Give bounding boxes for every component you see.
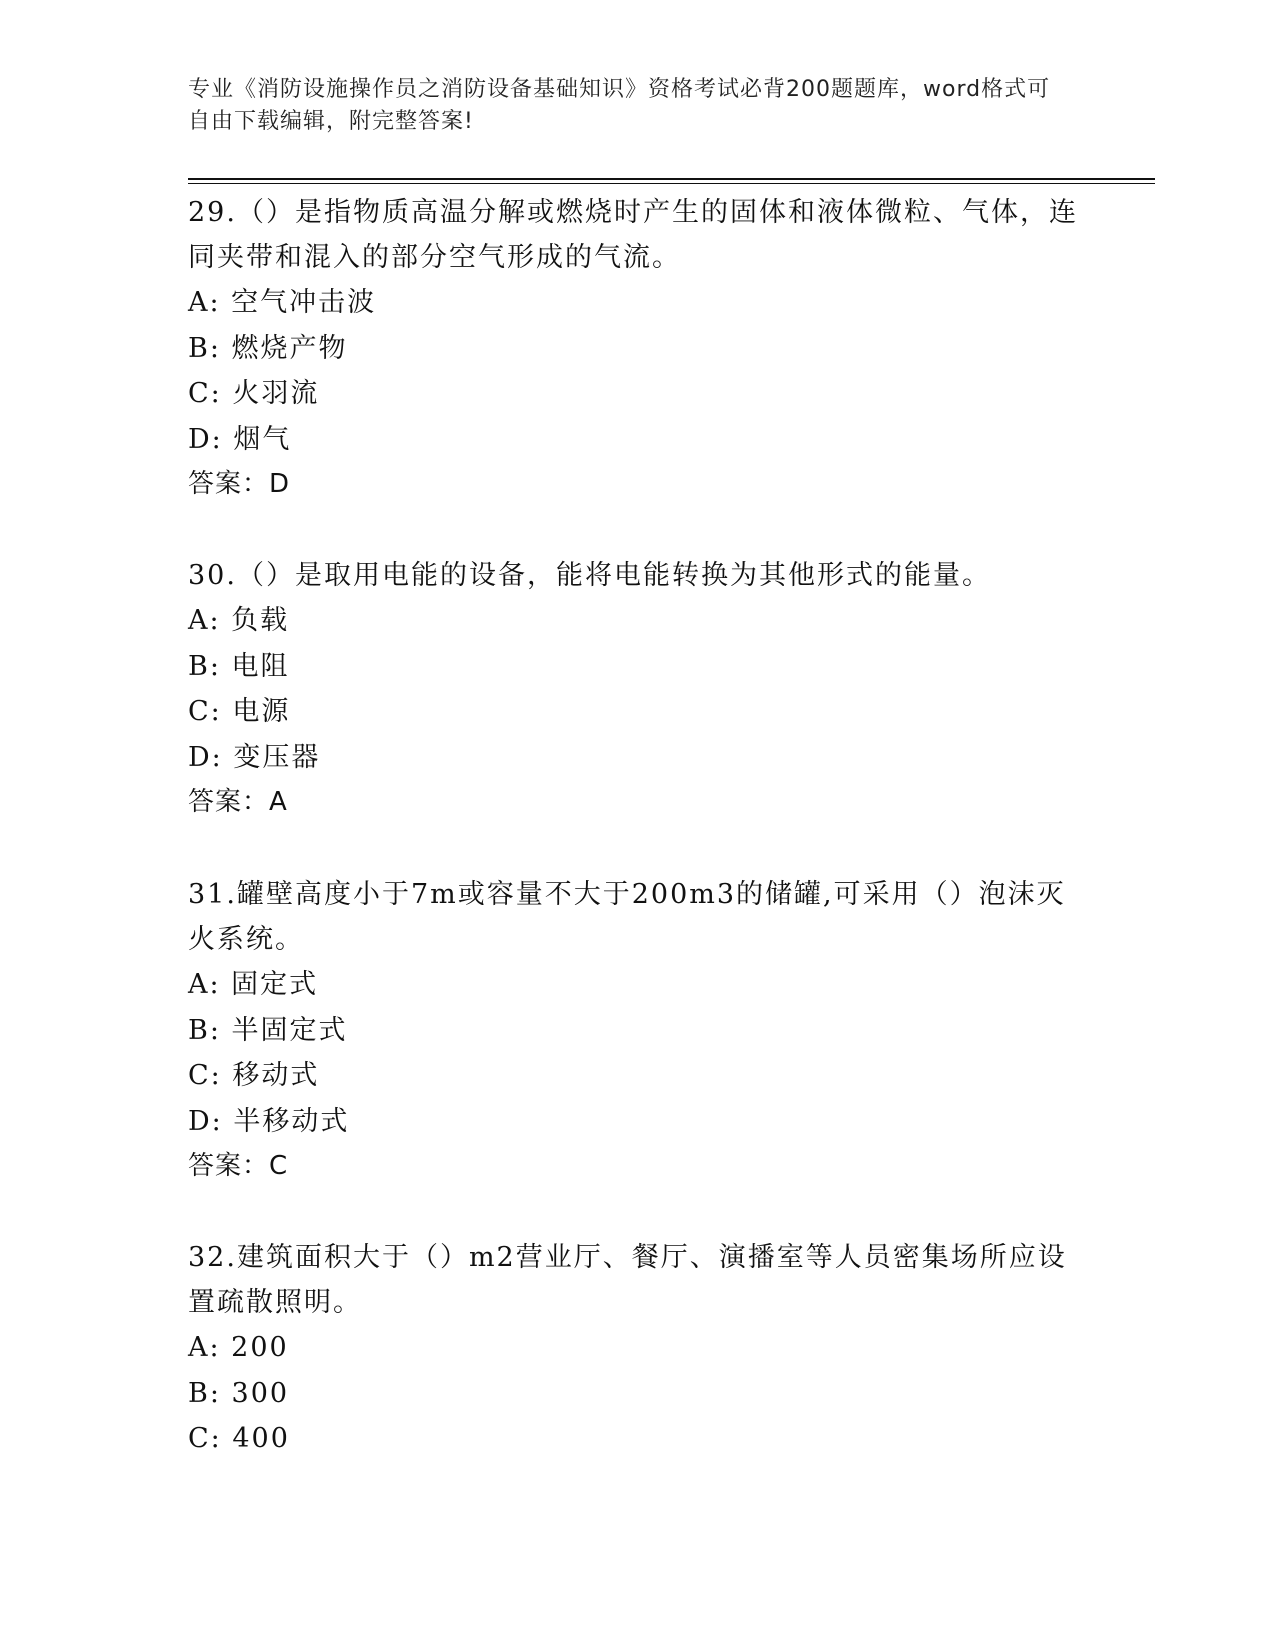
question-stem: 29.（）是指物质高温分解或燃烧时产生的固体和液体微粒、气体，连同夹带和混入的部分空气形成的气流。	[188, 197, 1078, 273]
option-a: A: 固定式	[188, 969, 319, 1000]
question-30	[188, 553, 1078, 825]
question-29	[188, 190, 1078, 507]
answer-line: 答案：D	[188, 469, 291, 499]
question-31	[188, 872, 1078, 1189]
option-a: A: 负载	[188, 605, 290, 636]
header-divider-thin	[188, 183, 1155, 184]
option-a: A: 200	[188, 1332, 289, 1363]
question-32	[188, 1235, 1078, 1462]
option-b: B: 半固定式	[188, 1014, 348, 1046]
question-stem: 30.（）是取用电能的设备，能将电能转换为其他形式的能量。	[188, 560, 991, 591]
option-a: A: 空气冲击波	[188, 287, 377, 318]
option-c: C: 电源	[188, 696, 291, 727]
option-c: C: 移动式	[188, 1060, 320, 1091]
option-c: C: 火羽流	[188, 378, 320, 409]
question-stem: 32.建筑面积大于（）m2营业厅、餐厅、演播室等人员密集场所应设置疏散照明。	[188, 1242, 1067, 1318]
option-b: B: 300	[188, 1377, 290, 1409]
option-b: B: 燃烧产物	[188, 332, 348, 364]
question-stem: 31.罐壁高度小于7m或容量不大于200m3的储罐,可采用（）泡沫灭火系统。	[188, 879, 1066, 955]
option-d: D: 烟气	[188, 423, 292, 455]
option-d: D: 半移动式	[188, 1105, 350, 1137]
document-intro: 专业《消防设施操作员之消防设备基础知识》资格考试必背200题题库，word格式可自由下载编辑，附完整答案!	[188, 77, 1051, 134]
option-d: D: 变压器	[188, 741, 321, 773]
answer-line: 答案：A	[188, 787, 288, 817]
header-divider-thick	[188, 178, 1155, 180]
answer-line: 答案：C	[188, 1151, 289, 1181]
option-b: B: 电阻	[188, 650, 290, 682]
option-c: C: 400	[188, 1423, 290, 1454]
